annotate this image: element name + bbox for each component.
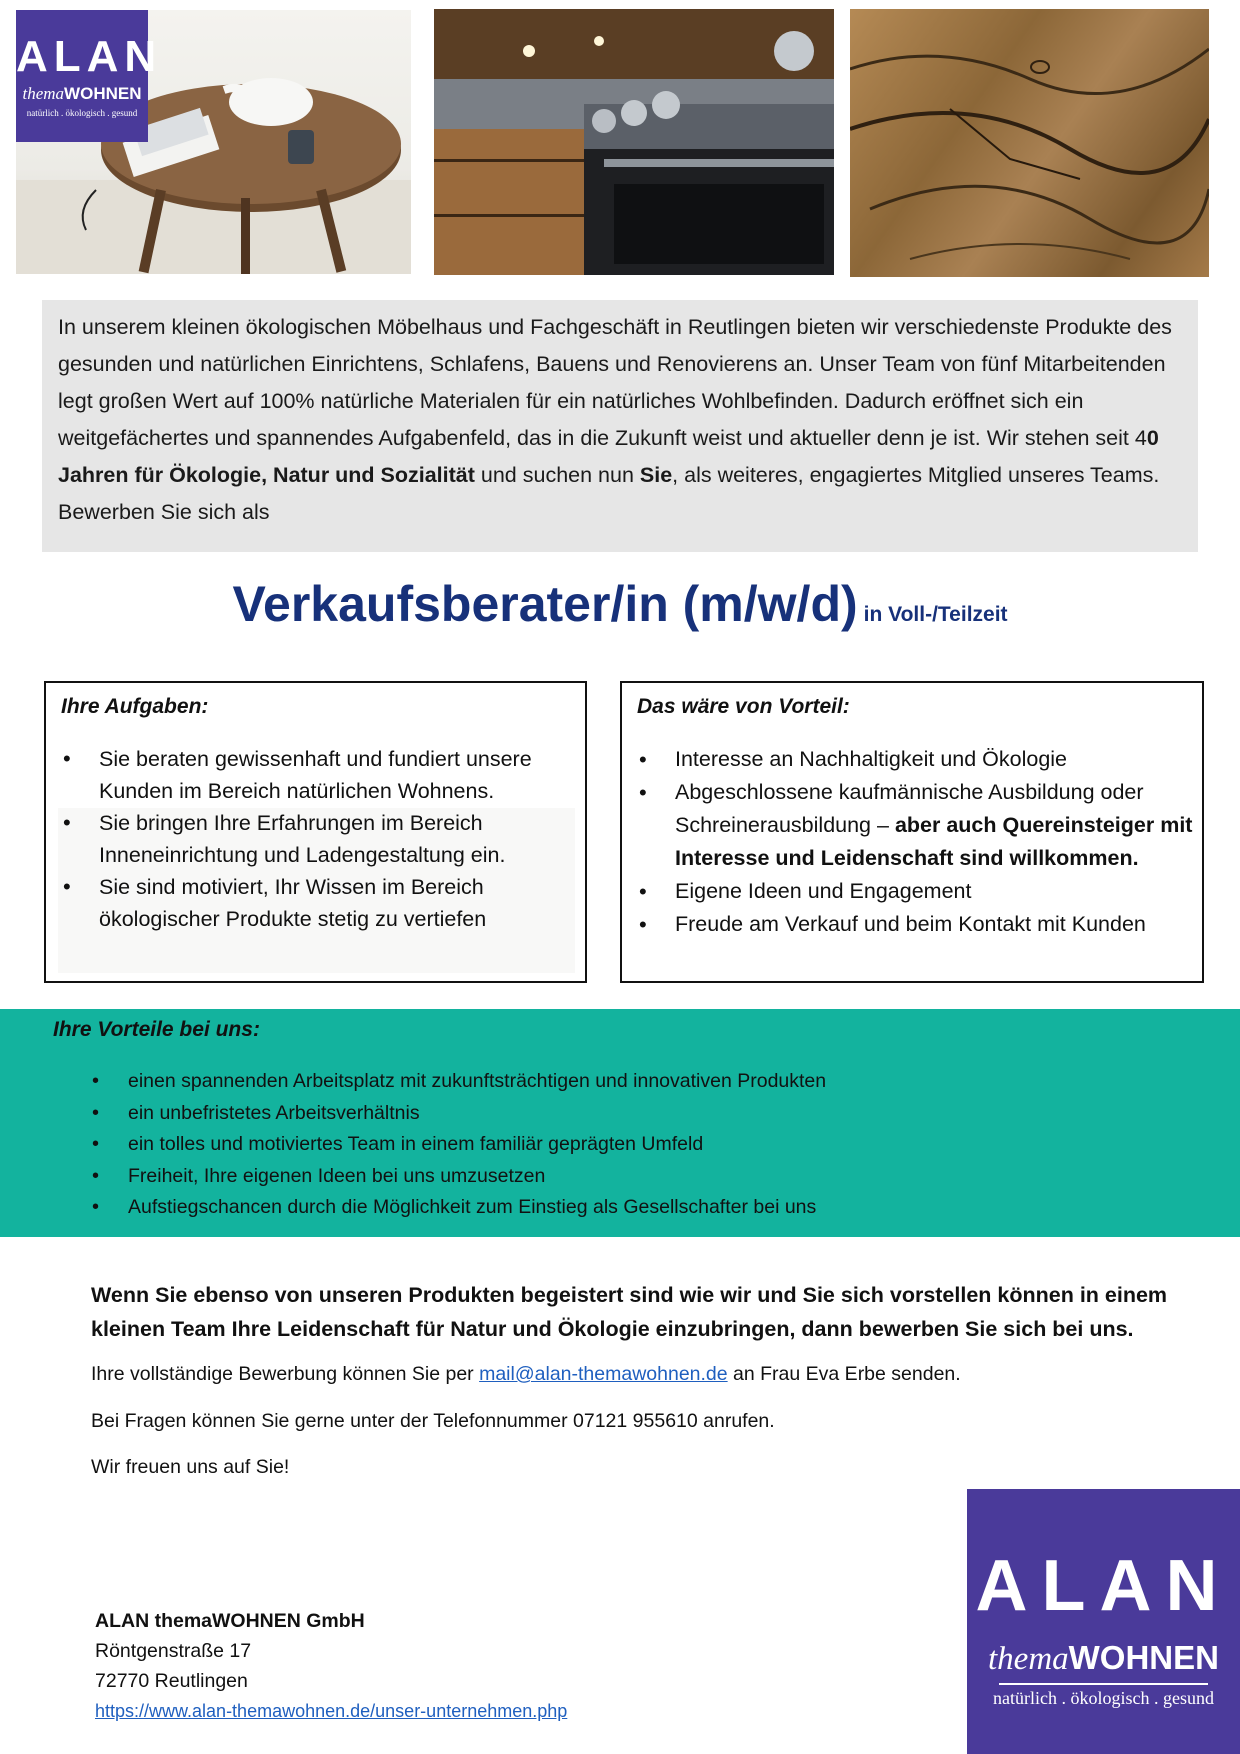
benefits-heading: Ihre Vorteile bei uns:	[53, 1018, 260, 1041]
job-title	[0, 575, 1240, 633]
tasks-list	[61, 743, 569, 935]
advantage-item: • Abgeschlossene kaufmännische Ausbildung oder Schreinerausbildung – aber auch Quereinsteiger mit Interesse und Leidenschaft sind willkommen.	[637, 776, 1195, 875]
wood-grain-illustration	[850, 9, 1209, 277]
advantage-item: • Freude am Verkauf und beim Kontakt mit Kunden	[637, 908, 1195, 941]
logo-tagline: natürlich . ökologisch . gesund	[26, 108, 138, 118]
apply-instructions: Ihre vollständige Bewerbung können Sie per mail@alan-themawohnen.de an Frau Eva Erbe senden.	[91, 1363, 961, 1385]
job-title-main: Verkaufsberater/in (m/w/d)	[232, 576, 858, 632]
closing-section	[91, 1278, 1211, 1478]
benefit-item: • ein tolles und motiviertes Team in einem familiär geprägten Umfeld	[92, 1129, 826, 1161]
advantages-box	[620, 681, 1204, 983]
task-item: • Sie bringen Ihre Erfahrungen im Bereich Inneneinrichtung und Ladengestaltung ein.	[61, 807, 569, 871]
logo-divider	[999, 1683, 1208, 1685]
logo-name: ALAN	[975, 1546, 1232, 1626]
closing-lead: Wenn Sie ebenso von unseren Produkten begeistert sind wie wir und Sie sich vorstellen können in einem kleinen Team Ihre Leidenschaft für Natur und Ökologie einzubringen, dann bewerben Sie sich bei uns.	[91, 1283, 1168, 1341]
advantage-item: • Eigene Ideen und Engagement	[637, 875, 1195, 908]
benefits-list	[92, 1066, 826, 1224]
logo-subbrand: themaWOHNEN	[988, 1639, 1219, 1677]
company-address	[95, 1606, 567, 1726]
company-website-link[interactable]: https://www.alan-themawohnen.de/unser-unternehmen.php	[95, 1701, 568, 1721]
advantages-list	[637, 743, 1195, 941]
photo-kitchen-oven	[434, 9, 834, 275]
photo-wood-texture	[850, 9, 1209, 277]
benefits-section	[0, 1009, 1240, 1237]
intro-text: In unserem kleinen ökologischen Möbelhaus und Fachgeschäft in Reutlingen bieten wir verschiedenste Produkte des gesunden und natürlichen Einrichtens, Schlafens, Bauens und Renovierens an. Unser Team von fünf Mitarbeitenden legt großen Wert auf 100% natürliche Materialen für ein natürliches Wohlbefinden. Dadurch eröffnet sich ein weitgefächertes und spannendes Aufgabenfeld, das in die Zukunft weist und aktueller denn je ist. Wir stehen seit 40 Jahren für Ökologie, Natur und Sozialität und suchen nun Sie, als weiteres, engagiertes Mitglied unseres Teams. Bewerben Sie sich als	[58, 315, 1172, 524]
logo-subbrand: themaWOHNEN	[22, 84, 142, 103]
farewell-text: Wir freuen uns auf Sie!	[91, 1456, 290, 1478]
advantage-item: • Interesse an Nachhaltigkeit und Ökologie	[637, 743, 1195, 776]
job-title-employment: in Voll-/Teilzeit	[863, 603, 1008, 626]
street: Röntgenstraße 17	[95, 1640, 252, 1662]
questions-text: Bei Fragen können Sie gerne unter der Telefonnummer 07121 955610 anrufen.	[91, 1410, 775, 1432]
benefit-item: • Aufstiegschancen durch die Möglichkeit zum Einstieg als Gesellschafter bei uns	[92, 1192, 826, 1224]
kitchen-illustration	[434, 9, 834, 275]
city: 72770 Reutlingen	[95, 1670, 248, 1692]
benefit-item: • einen spannenden Arbeitsplatz mit zukunftsträchtigen und innovativen Produkten	[92, 1066, 826, 1098]
email-link[interactable]: mail@alan-themawohnen.de	[479, 1363, 728, 1385]
benefit-item: • ein unbefristetes Arbeitsverhältnis	[92, 1098, 826, 1130]
alan-logo-small	[16, 10, 163, 142]
benefit-item: • Freiheit, Ihre eigenen Ideen bei uns umzusetzen	[92, 1161, 826, 1193]
task-item: • Sie sind motiviert, Ihr Wissen im Bereich ökologischer Produkte stetig zu vertiefen	[61, 871, 569, 935]
photo-side-table	[16, 10, 411, 274]
tasks-heading: Ihre Aufgaben:	[61, 695, 209, 718]
company-name: ALAN themaWOHNEN GmbH	[95, 1610, 365, 1632]
alan-logo-large	[967, 1489, 1240, 1754]
logo-tagline: natürlich . ökologisch . gesund	[993, 1688, 1214, 1708]
tasks-box	[44, 681, 587, 983]
logo-name: ALAN	[16, 32, 163, 81]
task-item: • Sie beraten gewissenhaft und fundiert unsere Kunden im Bereich natürlichen Wohnens.	[61, 743, 569, 807]
intro-section	[42, 300, 1198, 552]
advantages-heading: Das wäre von Vorteil:	[637, 695, 850, 718]
